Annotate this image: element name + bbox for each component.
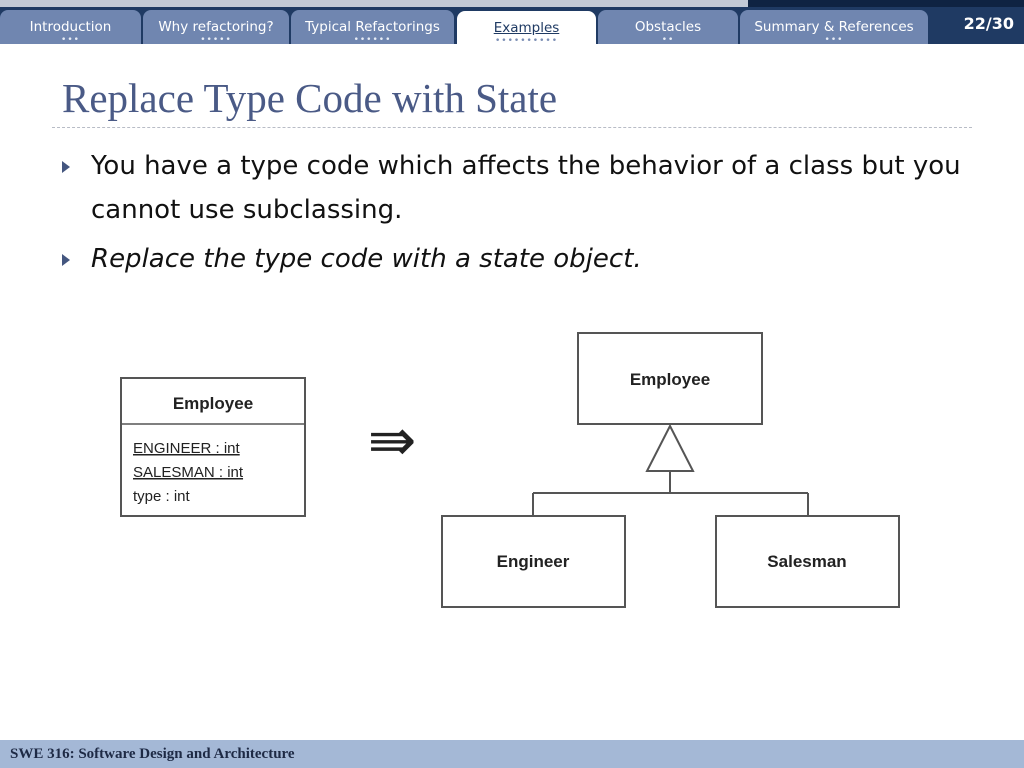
tab-label: Obstacles — [634, 19, 702, 35]
class-name: Engineer — [496, 552, 570, 571]
section-progress-dots: ••• — [61, 35, 80, 45]
class-attribute: SALESMAN : int — [133, 464, 244, 481]
class-name: Salesman — [767, 552, 847, 571]
class-attribute: ENGINEER : int — [133, 440, 240, 457]
inheritance-triangle-icon — [647, 426, 693, 471]
tab-label: Why refactoring? — [158, 19, 274, 35]
tab-label: Introduction — [29, 19, 112, 35]
section-progress-dots: •• — [661, 35, 675, 45]
section-progress-dots: •••••••••• — [494, 36, 559, 46]
bullet-text: Replace the type code with a state object. — [91, 244, 642, 274]
section-progress-dots: ••• — [824, 35, 844, 45]
employee-class-after — [578, 333, 762, 424]
class-name: Employee — [172, 394, 254, 413]
salesman-class — [716, 516, 899, 607]
slide-footer — [0, 740, 1024, 768]
employee-class-before — [121, 378, 305, 516]
tab-label: Examples — [493, 20, 560, 36]
class-name: Employee — [629, 370, 711, 389]
tab-label: Summary & References — [754, 19, 914, 35]
page-indicator: 22/30 — [963, 14, 1014, 33]
engineer-class — [442, 516, 625, 607]
generalization-connector — [533, 426, 808, 516]
tab-label: Typical Refactorings — [305, 19, 440, 35]
slide-title: Replace Type Code with State — [62, 75, 558, 121]
section-progress-dots: ••••• — [200, 35, 232, 45]
class-attribute: type : int — [133, 488, 190, 505]
section-progress-dots: •••••• — [353, 35, 392, 45]
course-title: SWE 316: Software Design and Architecture — [10, 746, 295, 762]
bullet-text: You have a type code which affects the behavior of a class but you cannot use subclassing. — [91, 151, 961, 225]
transform-arrow-icon: ⇛ — [367, 408, 417, 473]
